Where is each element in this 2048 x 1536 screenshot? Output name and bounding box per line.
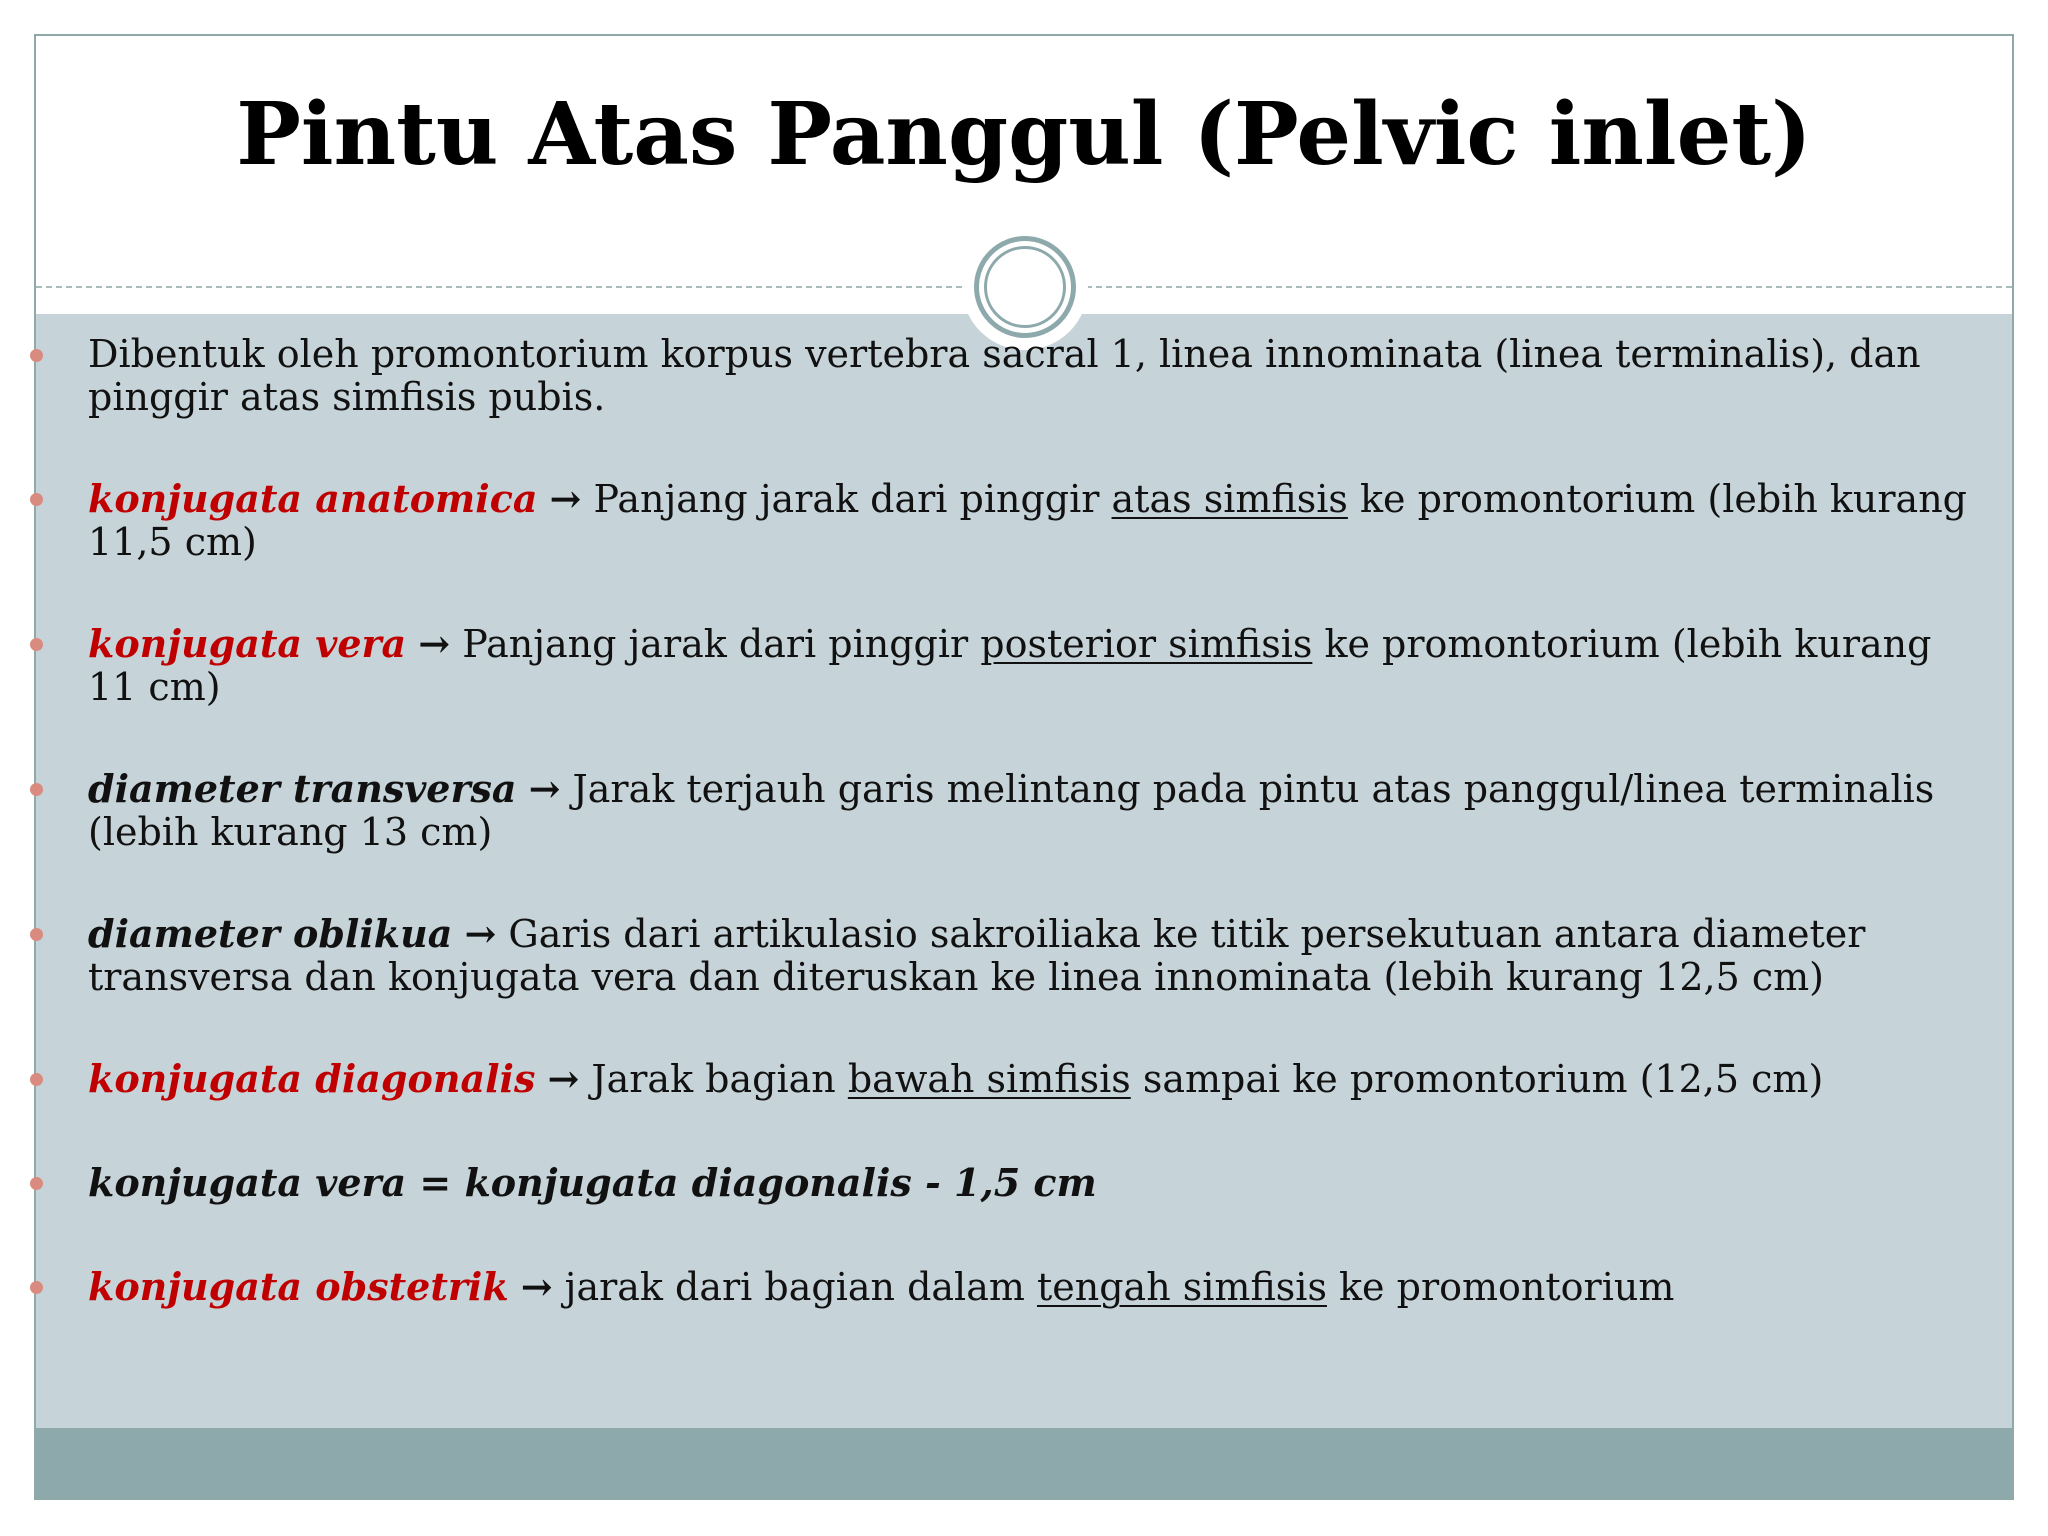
bullet-dot-icon [30,928,43,941]
bullet-dot-icon [30,493,43,506]
term-label: diameter transversa [88,766,517,811]
bullet-text: Dibentuk oleh promontorium korpus vertebra sacral 1, linea innominata (linea terminalis), dan pinggir atas simfisis pubis. [88,332,1921,419]
arrow-right-icon: → [547,1056,580,1101]
bullet-item-formula [88,1161,1968,1205]
bullet-dot-icon [30,349,43,362]
bullet-item-diameter-transversa [88,767,1968,854]
bullet-item-konjugata-anatomica [88,477,1968,564]
formula-text: konjugata vera = konjugata diagonalis - 1,5 cm [88,1160,1097,1205]
description-text: ke promontorium (lebih kurang 11,5 cm) [88,477,1967,564]
underlined-text: bawah simfisis [847,1057,1131,1101]
arrow-right-icon: → [464,911,497,956]
description-text: ke promontorium [1326,1265,1675,1309]
description-text: Garis dari artikulasio sakroiliaka ke titik persekutuan antara diameter transversa dan konjugata vera dan diteruskan ke linea innominata (lebih kurang 12,5 cm) [88,912,1866,999]
bullet-dot-icon [30,1177,43,1190]
term-label: konjugata anatomica [88,476,538,521]
slide-title: Pintu Atas Panggul (Pelvic inlet) [236,84,1812,185]
footer-bar [36,1428,2012,1498]
bullet-item-konjugata-obstetrik [88,1265,1968,1309]
bullet-dot-icon [30,1281,43,1294]
term-label: konjugata obstetrik [88,1264,509,1309]
description-text: ke promontorium (lebih kurang 11 cm) [88,622,1932,709]
term-label: konjugata vera [88,621,407,666]
bullet-dot-icon [30,638,43,651]
term-label: konjugata diagonalis [88,1056,536,1101]
bullet-dot-icon [30,1073,43,1086]
description-text: Panjang jarak dari pinggir [450,622,981,666]
description-text: jarak dari bagian dalam [552,1265,1037,1309]
description-text: Jarak bagian [579,1057,848,1101]
description-text: Panjang jarak dari pinggir [581,477,1112,521]
bullet-item-definition [88,333,1968,419]
arrow-right-icon: → [528,766,561,811]
bullet-item-konjugata-vera [88,622,1968,709]
underlined-text: atas simfisis [1111,477,1348,521]
description-text: sampai ke promontorium (12,5 cm) [1130,1057,1824,1101]
description-text: Jarak terjauh garis melintang pada pintu atas panggul/linea terminalis (lebih kurang 13 cm) [88,767,1935,854]
arrow-right-icon: → [520,1264,553,1309]
arrow-right-icon: → [549,476,582,521]
underlined-text: tengah simfisis [1036,1265,1327,1309]
bullet-dot-icon [30,783,43,796]
underlined-text: posterior simfisis [980,622,1313,666]
bullet-list [88,333,1968,1369]
bullet-item-konjugata-diagonalis [88,1057,1968,1101]
term-label: diameter oblikua [88,911,453,956]
arrow-right-icon: → [418,621,451,666]
circle-ornament-icon [974,236,1076,338]
bullet-item-diameter-oblikua [88,912,1968,999]
